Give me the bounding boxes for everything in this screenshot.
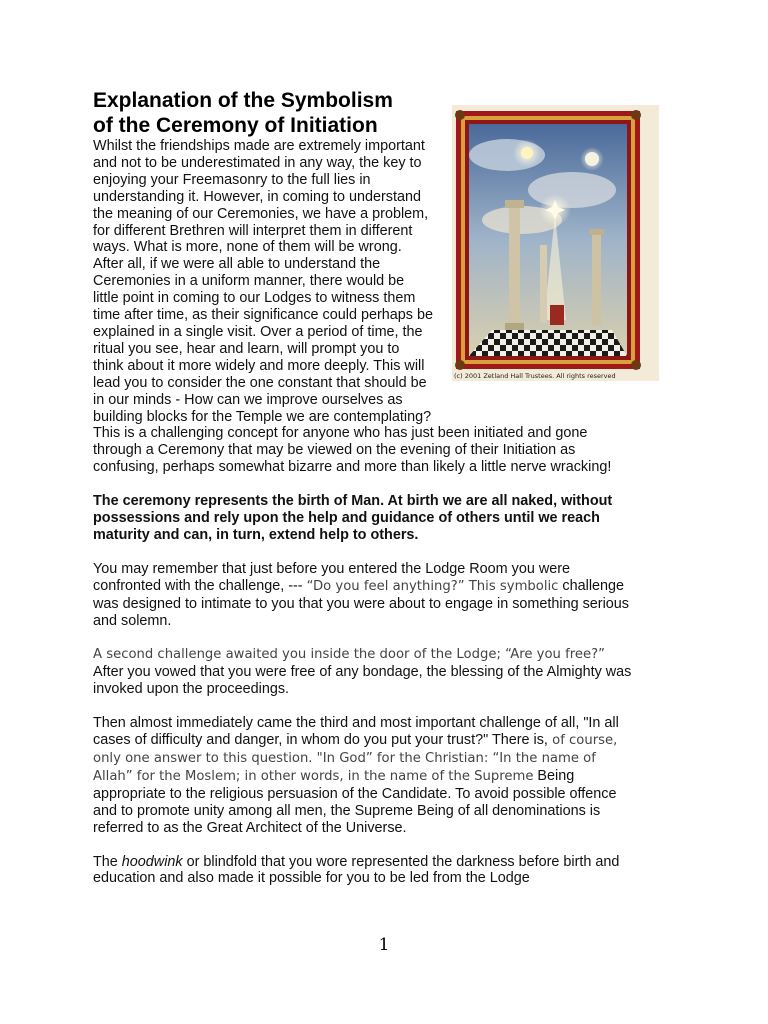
third-challenge-grey-text: of course, only one answer to this question. "In God” for the Christian: “In the name of Allah” for the Moslem; in other words, in the name of the Supreme	[93, 733, 618, 784]
second-challenge-rest: After you vowed that you were free of any bondage, the blessing of the Almighty was invoked upon the proceedings.	[93, 664, 632, 698]
hoodwink-text-a: The	[93, 853, 122, 870]
page-number: 1	[378, 935, 390, 955]
paragraph-birth-of-man: The ceremony represents the birth of Man. At birth we are all naked, without possessions and rely upon the help and guidance of others until we reach maturity and can, in turn, extend help to others.	[93, 493, 613, 543]
image-copyright-caption: (c) 2001 Zetland Hall Trustees. All rights reserved	[454, 372, 616, 380]
title-line-2: of the Ceremony of Initiation	[93, 114, 378, 137]
first-challenge-text-b: challenge was designed to intimate to you that you were about to engage in something serious and solemn.	[93, 577, 629, 629]
paragraph-hoodwink	[93, 854, 638, 888]
initiation-tracing-board-image	[452, 105, 659, 381]
third-challenge-text-a: Then almost immediately came the third and most important challenge of all, "In all cases of difficulty and danger, in whom do you put your trust?" There is,	[93, 715, 619, 749]
page-title	[93, 88, 438, 138]
paragraph-second-challenge	[93, 646, 638, 698]
paragraph-third-challenge	[93, 715, 638, 836]
first-challenge-quote: “Do you feel anything?” This symbolic	[306, 578, 559, 594]
paragraph-first-challenge	[93, 561, 638, 630]
third-challenge-text-b: Being appropriate to the religious persuasion of the Candidate. To avoid possible offence and to promote unity among all men, the Supreme Being of all denominations is referred to as the Great Architect of the Universe.	[93, 767, 617, 836]
intro-paragraph: Whilst the friendships made are extremely important and not to be underestimated in any way, the key to enjoying your Freemasonry to the full lies in understanding it. However, in coming to understand the meaning of our Ceremonies, we have a problem, for different Brethren will interpret them in different ways. What is more, none of them will be wrong. After all, if we were all able to understand the Ceremonies in a uniform manner, there would be little point in coming to our Lodges to witness them time after time, as their significance could perhaps be explained in a single visit. Over a period of time, the ritual you see, hear and learn, will prompt you to think about it more widely and more deeply. This will lead you to consider the one constant that should be in our minds - How can we improve ourselves as building blocks for the Temple we are contemplating?	[93, 138, 433, 425]
second-challenge-line: A second challenge awaited you inside the door of the Lodge; “Are you free?”	[93, 647, 605, 663]
hoodwink-emphasis: hoodwink	[121, 853, 183, 870]
paragraph-challenging-concept: This is a challenging concept for anyone who has just been initiated and gone through a Ceremony that may be viewed on the evening of their Initiation as confusing, perhaps somewhat bizarre and more than likely a little nerve wracking!	[93, 425, 612, 476]
first-challenge-text-a: You may remember that just before you entered the Lodge Room you were confronted with the challenge, ---	[93, 560, 571, 594]
title-line-1: Explanation of the Symbolism	[93, 89, 393, 112]
hoodwink-text-b: or blindfold that you wore represented the darkness before birth and education and also made it possible for you to be led from the Lodge	[93, 853, 620, 887]
